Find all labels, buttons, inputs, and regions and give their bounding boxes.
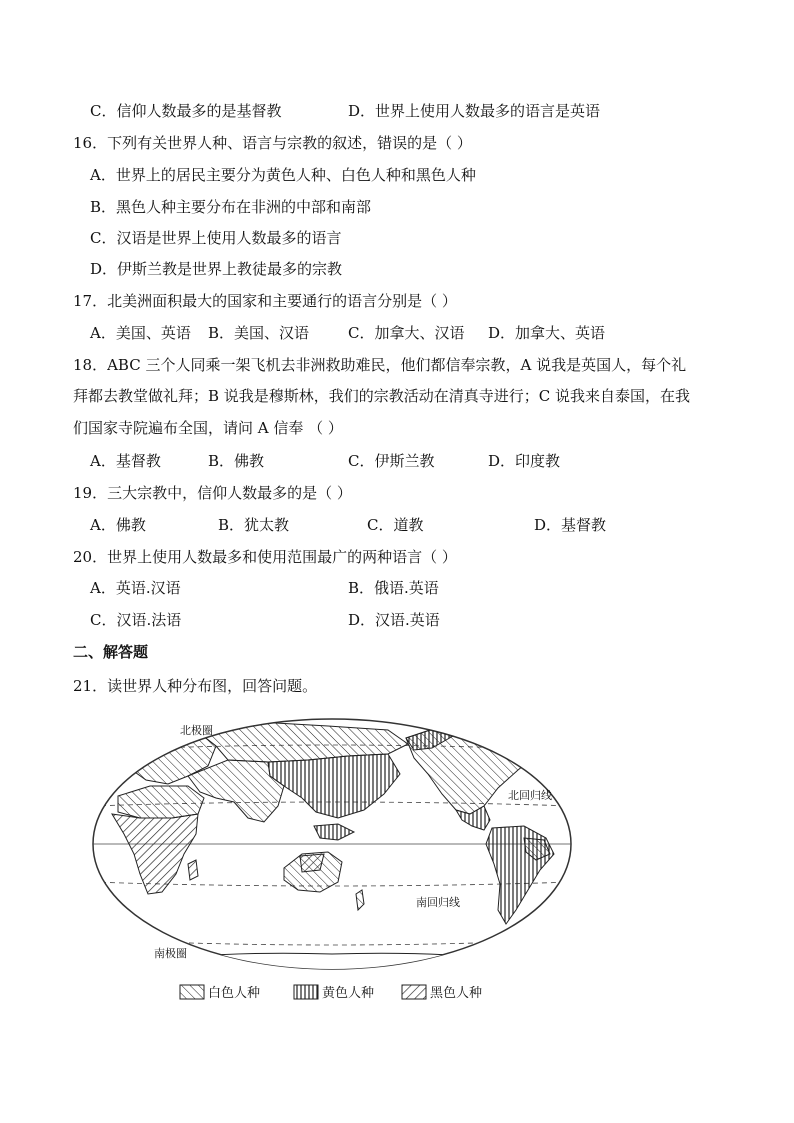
q21-stem: 21．读世界人种分布图，回答问题。: [73, 677, 318, 695]
legend-swatch-black: [402, 985, 426, 999]
q20-option-b: B．俄语.英语: [348, 579, 439, 597]
q18-option-c: C．伊斯兰教: [348, 452, 435, 470]
tropic-cancer-label: 北回归线: [508, 789, 552, 802]
australia-aboriginal-region: [300, 854, 324, 872]
q17-option-d: D．加拿大、英语: [488, 324, 606, 342]
q19-option-d: D．基督教: [534, 516, 607, 534]
tropic-capricorn-label: 南回归线: [416, 896, 460, 909]
greenland-region: [520, 718, 558, 738]
section-heading: 二、解答题: [73, 643, 149, 661]
q20-stem: 20．世界上使用人数最多和使用范围最广的两种语言（ ）: [73, 548, 457, 566]
q19-option-a: A．佛教: [90, 516, 146, 534]
legend-label-white: 白色人种: [208, 986, 261, 1001]
q18-stem-line3: 们国家寺院遍布全国，请问 A 信奉 （ ）: [73, 419, 343, 437]
world-race-map: [88, 714, 576, 1010]
q16-option-d: D．伊斯兰教是世界上教徒最多的宗教: [90, 260, 343, 278]
q17-option-a: A．美国、英语: [90, 324, 191, 342]
q18-option-b: B．佛教: [208, 452, 265, 470]
antarctic-label: 南极圈: [154, 947, 187, 960]
q20-option-c: C．汉语.法语: [90, 611, 182, 629]
q17-stem: 17．北美洲面积最大的国家和主要通行的语言分别是（ ）: [73, 292, 457, 310]
legend-label-yellow: 黄色人种: [322, 986, 375, 1001]
q16-stem: 16．下列有关世界人种、语言与宗教的叙述，错误的是（ ）: [73, 134, 472, 152]
antarctica-region: [108, 953, 558, 1010]
q18-option-d: D．印度教: [488, 452, 561, 470]
q15-option-c: C．信仰人数最多的是基督教: [90, 102, 282, 120]
q18-stem-line2: 拜都去教堂做礼拜；B 说我是穆斯林，我们的宗教活动在清真寺进行；C 说我来自泰国，在我: [73, 387, 691, 405]
q19-option-b: B．犹太教: [218, 516, 290, 534]
madagascar-region: [188, 860, 198, 880]
q20-option-a: A．英语.汉语: [90, 579, 181, 597]
q19-option-c: C．道教: [367, 516, 424, 534]
q16-option-b: B．黑色人种主要分布在非洲的中部和南部: [90, 198, 372, 216]
q15-option-d: D．世界上使用人数最多的语言是英语: [348, 102, 601, 120]
legend-swatch-white: [180, 985, 204, 999]
arctic-label: 北极圈: [180, 724, 213, 737]
q17-option-b: B．美国、汉语: [208, 324, 310, 342]
q16-option-c: C．汉语是世界上使用人数最多的语言: [90, 229, 342, 247]
legend-swatch-yellow: [294, 985, 318, 999]
q17-option-c: C．加拿大、汉语: [348, 324, 465, 342]
q18-stem-line1: 18．ABC 三个人同乘一架飞机去非洲救助难民，他们都信奉宗教，A 说我是英国人，每个礼: [73, 356, 687, 374]
map-legend: [180, 985, 482, 1001]
legend-label-black: 黑色人种: [430, 986, 483, 1001]
q16-option-a: A．世界上的居民主要分为黄色人种、白色人种和黑色人种: [90, 166, 476, 184]
q19-stem: 19．三大宗教中，信仰人数最多的是（ ）: [73, 484, 352, 502]
q18-option-a: A．基督教: [90, 452, 161, 470]
q20-option-d: D．汉语.英语: [348, 611, 440, 629]
